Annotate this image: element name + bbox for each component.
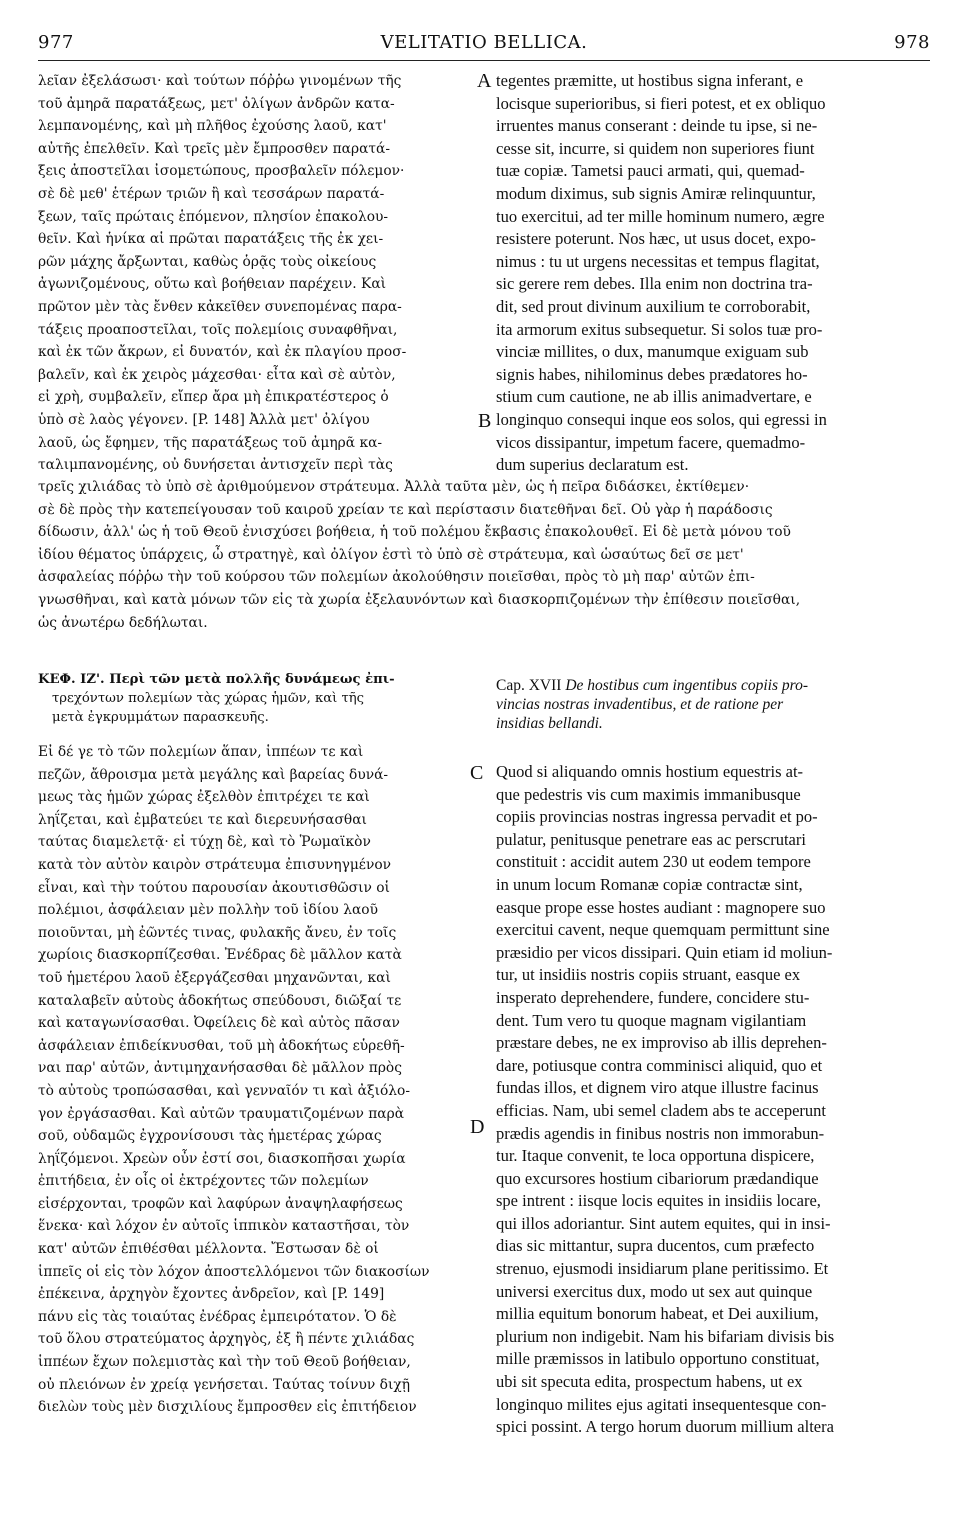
chapter-heading-latin [496,676,934,733]
latin-text-line: ita armorum exitus subsequetur. Si solos tuæ pro- [496,319,823,339]
page-header [38,32,930,56]
greek-text-line: τρεῖς χιλιάδας τὸ ὑπὸ σὲ ἀριθμούμενον στράτευμα. Ἀλλὰ ταῦτα μὲν, ὡς ἡ πεῖρα διδάσκει, ἐκτίθεμεν· [38,479,750,495]
latin-text-line: spe intrent : iisque locis equites in insidiis locare, [496,1191,821,1211]
latin-text-line: tur. Itaque convenit, te loca opportuna dispicere, [496,1146,815,1166]
greek-text-line: λαοῦ, ὡς ἔφημεν, τῆς παρατάξεως τοῦ ἀμηρᾶ κα- [38,434,383,451]
greek-text-line: τάξεις προαποστεῖλαι, τοῖς πολεμίοις συναφθῆναι, [38,321,398,338]
latin-text-line: dit, sed prout divinum auxilium te corroborabit, [496,296,811,316]
greek-text-line: θεῖν. Καὶ ἡνίκα αἱ πρῶται παρατάξεις τῆς ἐκ χει- [38,231,384,248]
latin-text-line: universi exercitus dux, modo ut sex aut quinque [496,1281,813,1301]
chapter-title-line: vincias nostras invadentibus, et de ratione per [496,696,784,713]
greek-text-line: τὸ αὐτοὺς τροπώσασθαι, καὶ γενναῖόν τι καὶ ἀξιόλο- [38,1082,411,1099]
greek-text-line: ξεων, ταῖς πρώταις ἑπόμενον, πλησίον ἐπακολου- [38,208,389,225]
greek-text-line: ἀγωνιζομένους, οὕτω καὶ βοήθειαν παρέχειν. Καὶ [38,276,387,293]
greek-text-line: πεζῶν, ἄθροισμα μετὰ μεγάλης καὶ βαρείας δυνά- [38,766,389,783]
latin-text-line: strenuo, ejusmodi insidiarum plane peritissimo. Et [496,1259,829,1279]
latin-text-line: locisque superioribus, si fieri potest, et ex obliquo [496,93,826,113]
latin-text-line: insperato deprehendere, fundere, concidere stu- [496,987,810,1007]
greek-text-line: καὶ καταγωνίσασθαι. Ὀφείλεις δὲ καὶ αὐτὸς πᾶσαν [38,1015,400,1032]
latin-text-line: dare, potiusque contra comminisci aliquid, quo et [496,1055,823,1075]
latin-text-line: cesse sit, incurre, si quidem non superiores fiunt [496,138,815,158]
greek-column-top [38,70,492,477]
greek-text-line: δίδωσιν, ἀλλ' ὡς ἡ τοῦ Θεοῦ ἐνισχύσει βοήθεια, ἡ τοῦ πολέμου ἔκβασις ἐπακολουθεῖ. Εἰ δὲ μετὰ μόνου τοῦ [38,524,791,541]
latin-text-line: resistere poterunt. Nos hæc, ut usus docet, expo- [496,229,816,249]
greek-text-line: ληΐζεται, καὶ ἐμβατεύει τε καὶ διερευνήσασθαι [38,811,367,828]
greek-text-line: πάνυ εἰς τὰς τοιαύτας ἐνέδρας ἐμπειρότατον. Ὁ δὲ [38,1308,397,1325]
latin-text-line: spici possint. A tergo horum duorum millium altera [496,1417,834,1437]
greek-text-line: ἐπέκεινα, ἀρχηγὸν ἔχοντες ἀνδρεῖον, καὶ [P. 149] [38,1286,385,1303]
latin-text-line: Quod si aliquando omnis hostium equestris at- [496,762,804,781]
greek-text-line: ἕνεκα· καὶ λόχον ἐν αὐτοῖς ἱππικὸν καταστῆσαι, τὸν [38,1218,410,1235]
section-marker-a: A [477,70,492,92]
latin-text-line: mille præmissos in latibulo opportuno constituat, [496,1349,820,1369]
running-title: VELITATIO BELLICA. [380,32,588,53]
chapter-title-line: De hostibus cum ingentibus copiis pro- [565,677,808,694]
greek-text-line: ληΐζόμενοι. Χρεὼν οὖν ἐστί σοι, διασκοπῆσαι χωρία [38,1150,406,1167]
section-marker-d: D [470,1116,485,1138]
greek-text-line: τοῦ ἡμετέρου λαοῦ ἐξεργάζεσθαι μηχανῶνται, καὶ [38,969,391,986]
chapter-heading-greek-line: τρεχόντων πολεμίων τὰς χώρας ἡμῶν, καὶ τῆς [52,691,365,706]
latin-text-line: pulatur, penitusque penetrare eas ac perscrutari [496,829,806,849]
chapter-title-line: insidias bellandi. [496,715,603,732]
greek-text-line: ξεις ἀποστεῖλαι ἰσομετώπους, προσβαλεῖν πόλεμον· [38,163,405,180]
latin-text-line: dum superius declaratum est. [496,455,689,475]
latin-text-line: quo excursores hostium cibariorum prædandique [496,1168,819,1188]
greek-text-line: γον ἐργάσασθαι. Καὶ αὐτῶν τραυματιζομένων παρὰ [38,1105,405,1122]
latin-text-line: modum diximus, sub signis Amiræ relinquuntur, [496,183,816,203]
latin-text-line: stium cum cautione, ne ab illis animadvertare, e [496,387,812,407]
greek-text-line: πολέμιοι, ἀσφάλειαν μὲν πολλὴν τοῦ ἰδίου λαοῦ [38,902,378,919]
latin-text-line: tegentes præmitte, ut hostibus signa inferant, e [496,71,804,90]
greek-full-width [38,476,930,634]
latin-text-line: qui illos adoriantur. Sint autem equites, qui in insi- [496,1213,831,1233]
section-marker-c: C [470,762,484,784]
page-number-right: 978 [894,32,930,53]
greek-text-line: σὲ δὲ μεθ' ἑτέρων τριῶν ἢ καὶ τεσσάρων παρατά- [38,185,385,202]
latin-text-line: longinquo milites ejus agitati insequentesque con- [496,1394,827,1414]
latin-text-line: que pedestris vis cum maximis immanibusque [496,784,801,804]
chapter-heading-greek-line: μετὰ ἐγκρυμμάτων παρασκευῆς. [52,710,269,725]
greek-text-line: καὶ ἐκ τῶν ἄκρων, εἰ δυνατόν, καὶ ἐκ πλαγίου προσ- [38,344,407,361]
latin-text-line: vinciæ millites, o dux, manumque exiguam sub [496,342,809,362]
latin-text-line: dent. Tum vero tu quoque magnam vigilantiam [496,1010,807,1030]
latin-text-line: longinquo consequi inque eos solos, qui egressi in [496,409,827,429]
greek-text-line: καταλαβεῖν αὐτοὺς ἀδοκήτως σπεύδουσι, διῶξαί τε [38,992,402,1009]
latin-text-line: exercitui cavent, neque quemquam permittunt sine [496,920,830,940]
greek-text-line: λεμπανομένης, καὶ μὴ πλῆθος ἐχούσης λαοῦ, κατ' [38,118,387,135]
header-rule [38,60,930,61]
greek-text-line: εἰ χρὴ, συμβαλεῖν, εἴπερ ἄρα μὴ ἐπικρατέστερος ὁ [38,389,389,406]
latin-column-top [496,70,934,477]
latin-text-line: plurium non indigebit. Nam his bifariam divisis bis [496,1326,835,1346]
latin-text-line: tuæ copiæ. Tametsi pauci armati, qui, quemad- [496,161,805,181]
greek-text-line: ναι παρ' αὐτῶν, ἀντιμηχανήσασθαι δὲ μᾶλλον πρὸς [38,1060,402,1077]
greek-text-line: ἱππεῖς οἱ εἰς τὸν λόχον ἀποστελλόμενοι τῶν διακοσίων [38,1263,430,1280]
chapter-heading-greek-line: ΚΕΦ. ΙΖ'. Περὶ τῶν μετὰ πολλῆς δυνάμεως ἐπι- [38,672,395,687]
latin-text-line: tuo exercitui, ad ter mille hominum numero, ægre [496,206,825,226]
greek-text-line: Εἰ δέ γε τὸ τῶν πολεμίων ἅπαν, ἱππέων τε καὶ [38,744,364,760]
greek-text-line: γνωσθῆναι, καὶ κατὰ μόνων τῶν εἰς τὰ χωρία ἐξελαυνόντων καὶ διασκορπιζομένων τὴν ἐπίθεσιν ποιεῖσθαι, [38,591,801,608]
latin-text-line: signis habes, nihilominus debes prædatores ho- [496,364,808,384]
latin-text-line: præsidio per vicos dissipari. Quin etiam id moliun- [496,942,833,962]
latin-text-line: efficias. Nam, ubi semel cladem abs te acceperunt [496,1100,827,1120]
greek-text-line: χωρίοις διασκορπίζεσθαι. Ἐνέδρας δὲ μᾶλλον κατὰ [38,947,402,964]
section-marker-b: B [478,410,492,432]
greek-text-line: διελὼν τοὺς μὲν δισχιλίους ἔμπροσθεν εἰς ἐπιτήδειον [38,1399,417,1416]
greek-text-line: εἶναι, καὶ τὴν τούτου παρουσίαν ἀκουτισθῶσιν οἱ [38,879,390,896]
greek-text-line: ἱππέων ἔχων πολεμιστὰς καὶ τὴν τοῦ Θεοῦ βοήθειαν, [38,1354,411,1371]
greek-text-line: αὐτῆς ἐπελθεῖν. Καὶ τρεῖς μὲν ἔμπροσθεν παρατά- [38,140,391,157]
greek-text-line: κατ' αὐτῶν ἐπιθέσθαι μέλλοντα. Ἔστωσαν δὲ οἱ [38,1241,379,1258]
greek-text-line: λεῖαν ἐξελάσωσι· καὶ τούτων πόῤῥω γινομένων τῆς [38,73,402,89]
greek-text-line: ρῶν μάχης ἄρξωνται, καθὼς ὁρᾷς τοὺς οἰκείους [38,253,377,270]
greek-text-line: σοῦ, οὐδαμῶς ἐγχρονίσουσι τὰς ἡμετέρας χώρας [38,1128,382,1145]
greek-column-bottom [38,741,492,1419]
greek-text-line: κατὰ τὸν αὐτὸν καιρὸν στράτευμα ἐπισυνηγμένον [38,856,392,873]
greek-text-line: οὐ πλειόνων ἐν χρείᾳ γενήσεται. Ταύτας τοίνυν διχῇ [38,1376,411,1393]
chapter-heading-greek [38,670,478,727]
greek-text-line: σὲ δὲ πρὸς τὴν κατεπείγουσαν τοῦ καιροῦ χρείαν τε καὶ περίστασιν διατεθῆναι δεῖ. Οὐ γὰρ ἡ παράδοσις [38,501,773,518]
latin-text-line: tur, ut insidiis nostris copiis struant, easque ex [496,965,801,985]
greek-text-line: τοῦ ὅλου στρατεύματος ἀρχηγὸς, ἐξ ἢ πέντε χιλιάδας [38,1331,415,1348]
latin-text-line: prædis agendis in finibus nostris non immorabun- [496,1123,825,1143]
latin-text-line: sic gerere rem debes. Illa enim non doctrina tra- [496,274,813,294]
greek-text-line: ὡς ἀνωτέρω δεδήλωται. [38,614,208,631]
greek-text-line: τοῦ ἀμηρᾶ παρατάξεως, μετ' ὀλίγων ἀνδρῶν κατα- [38,95,395,112]
latin-text-line: nimus : tu ut urgens necessitas et tempus flagitat, [496,251,820,271]
latin-text-line: fundas illos, et dignem viro atque illustre facinus [496,1078,819,1098]
greek-text-line: ἰδίου θέματος ὑπάρχεις, ὦ στρατηγὲ, καὶ ὀλίγον ἐστὶ τὸ ὑπὸ σὲ στράτευμα, καὶ ὡσαύτως δεῖ σε μετ' [38,546,744,563]
greek-text-line: ὑπὸ σὲ λαὸς γέγονεν. [P. 148] Ἀλλὰ μετ' ὀλίγου [38,411,370,428]
latin-text-line: præstare debes, ne ex improviso ab illis deprehen- [496,1033,827,1053]
greek-text-line: βαλεῖν, καὶ ἐκ χειρὸς μάχεσθαι· εἶτα καὶ σὲ αὐτὸν, [38,366,396,383]
greek-text-line: εἰσέρχονται, τροφῶν καὶ λαφύρων ἀναψηλαφήσεως [38,1195,403,1212]
latin-text-line: vicos dissipantur, impetum facere, quemadmo- [496,432,806,452]
greek-text-line: ἀσφαλείας πόῤῥω τὴν τοῦ κούρσου τῶν πολεμίων ἀκολούθησιν ποιεῖσθαι, πρὸς τὸ μὴ παρ' αὐτῶν ἐπι- [38,569,755,586]
page-number-left: 977 [38,32,74,53]
latin-text-line: constituit : accidit autem 230 ut eodem tempore [496,852,811,872]
greek-text-line: μεως τὰς ἡμῶν χώρας ἐξελθὸν ἐπιτρέχει τε καὶ [38,789,370,806]
greek-text-line: ἀσφάλειαν ἐπιδείκνυσθαι, τοῦ μὴ ἀδοκήτως εὑρεθῆ- [38,1037,405,1054]
greek-text-line: ταύτας διαμελετᾷ· εἰ τύχῃ δὲ, καὶ τὸ Ῥωμαϊκὸν [38,834,371,851]
greek-text-line: ταλιμπανομένης, οὐ δυνήσεται ἀντισχεῖν περὶ τὰς [38,457,393,474]
greek-text-line: ποιοῦνται, μὴ ἐῶντές τινας, φυλακῆς ἄνευ, ἐν τοῖς [38,924,397,941]
latin-text-line: easque prope esse hostes audiant : magnopere suo [496,897,826,917]
latin-column-bottom [496,761,934,1439]
latin-text-line: dias sic mittantur, supra ducentos, cum præfecto [496,1236,815,1256]
latin-text-line: irruentes manus conserant : deinde tu ipse, si ne- [496,116,818,136]
chapter-number: Cap. XVII [496,677,562,694]
latin-text-line: ubi sit specuta edita, prospectum habens, ut ex [496,1372,803,1392]
latin-text-line: copiis provincias nostras ingressa pervadit et po- [496,807,818,827]
latin-text-line: in unum locum Romanæ copiæ contractæ sint, [496,874,803,894]
latin-text-line: millia equitum bonorum habeat, et Dei auxilium, [496,1304,819,1324]
greek-text-line: πρῶτον μὲν τὰς ἔνθεν κἀκεῖθεν συνεπομένας παρα- [38,298,402,315]
greek-text-line: ἐπιτήδεια, ἐν οἷς οἱ ἐκτρέχοντες τῶν πολεμίων [38,1173,369,1190]
